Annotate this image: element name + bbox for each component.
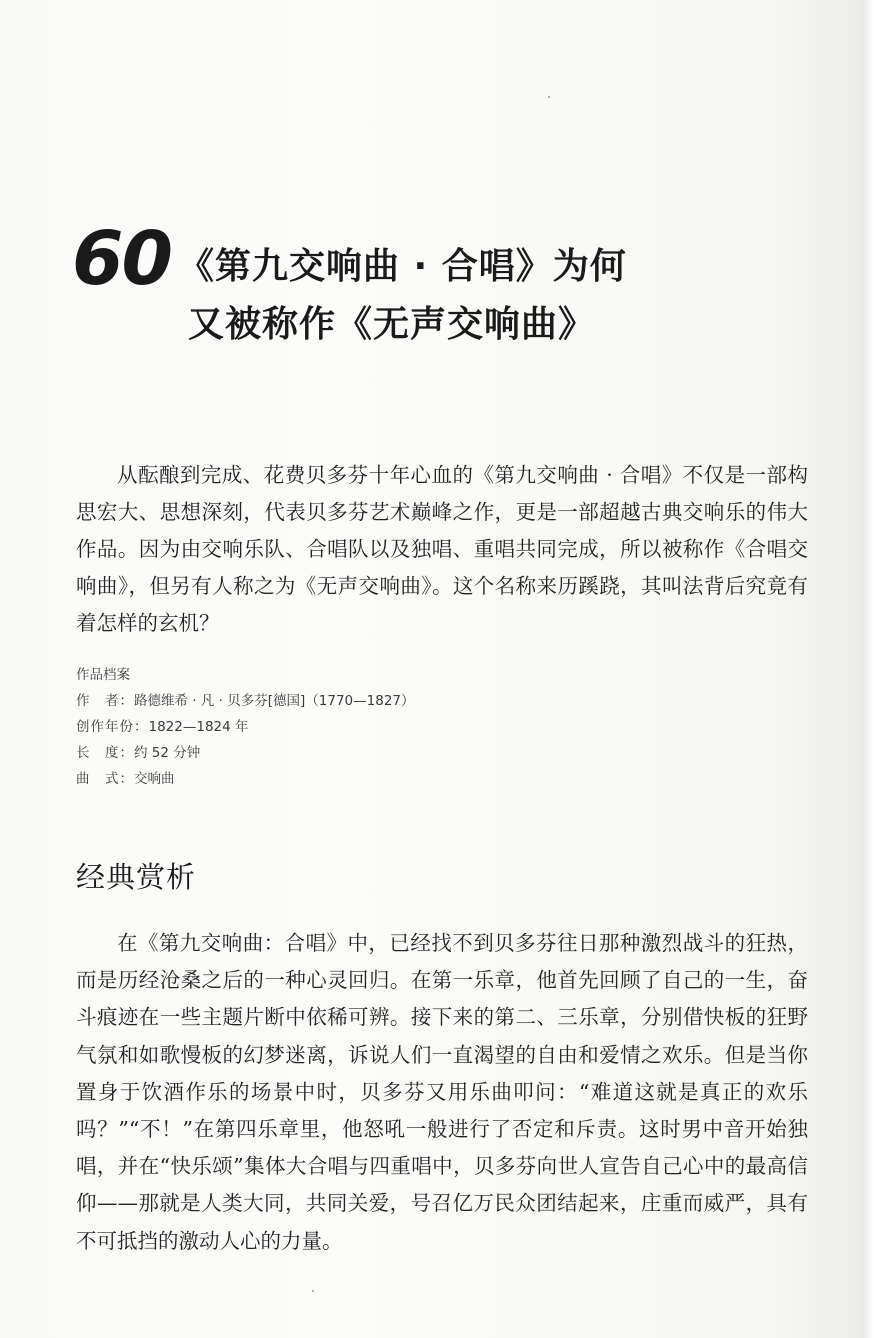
archive-key: 作 者： (76, 693, 134, 709)
archive-value: 交响曲 (134, 771, 175, 787)
intro-paragraph: 从酝酿到完成、花费贝多芬十年心血的《第九交响曲 · 合唱》不仅是一部构思宏大、思想深刻，代表贝多芬艺术巅峰之作，更是一部超越古典交响乐的伟大作品。因为由交响乐队、合唱队以及独唱、重唱共同完成，所以被称作《合唱交响曲》，但另有人称之为《无声交响曲》。这个名称来历蹊跷，其叫法背后究竟有着怎样的玄机？ (76, 463, 808, 635)
chapter-title (178, 238, 627, 354)
archive-row-year (76, 714, 415, 740)
analysis-paragraph: 在《第九交响曲：合唱》中，已经找不到贝多芬往日那种激烈战斗的狂热，而是历经沧桑之后的一种心灵回归。在第一乐章，他首先回顾了自己的一生，奋斗痕迹在一些主题片断中依稀可辨。接下来的第二、三乐章，分别借快板的狂野气氛和如歌慢板的幻梦迷离，诉说人们一直渴望的自由和爱情之欢乐。但是当你置身于饮酒作乐的场景中时，贝多芬又用乐曲叩问：“难道这就是真正的欢乐吗？”“不！”在第四乐章里，他怒吼一般进行了否定和斥责。这时男中音开始独唱，并在“快乐颂”集体大合唱与四重唱中，贝多芬向世人宣告自己心中的最高信仰——那就是人类大同，共同关爱，号召亿万民众团结起来，庄重而威严，具有不可抵挡的激动人心的力量。 (76, 931, 808, 1253)
work-archive (76, 662, 415, 792)
archive-heading: 作品档案 (76, 667, 130, 683)
chapter-title-line-1: 《第九交响曲 · 合唱》为何 (178, 246, 627, 287)
section-heading: 经典赏析 (76, 860, 197, 894)
chapter-title-line-2: 又被称作《无声交响曲》 (188, 304, 596, 345)
archive-key: 曲 式： (76, 771, 134, 787)
archive-row-composer (76, 688, 415, 714)
archive-value: 约 52 分钟 (134, 745, 201, 761)
archive-key: 长 度： (76, 745, 134, 761)
archive-value: 1822—1824 年 (148, 719, 249, 735)
archive-value: 路德维希 · 凡 · 贝多芬[德国]（1770—1827） (134, 693, 415, 709)
archive-row-form (76, 766, 415, 792)
paper-speck (548, 96, 550, 98)
paper-speck (312, 1290, 314, 1292)
chapter-number: 60 (72, 216, 171, 302)
page-edge-shadow (862, 0, 874, 1338)
archive-row-length (76, 740, 415, 766)
archive-key: 创作年份： (76, 719, 149, 735)
